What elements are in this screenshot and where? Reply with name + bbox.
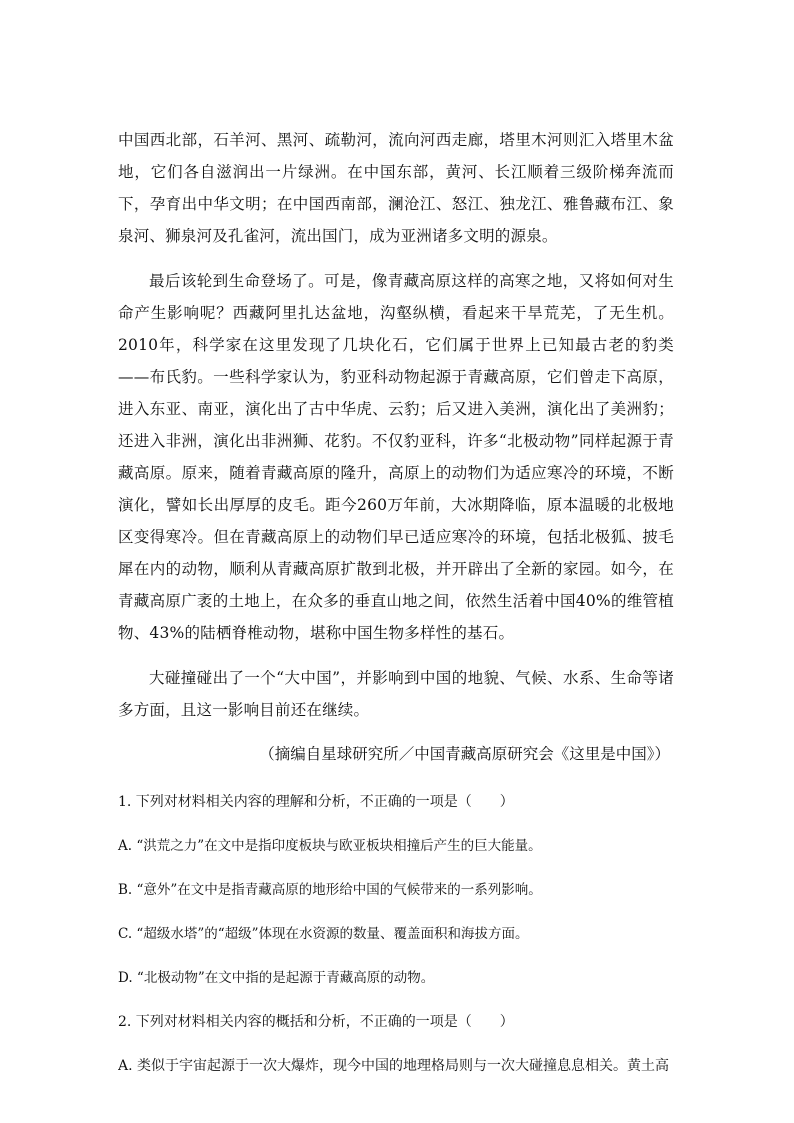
paragraph-conclusion: 大碰撞碰出了一个“大中国”，并影响到中国的地貌、气候、水系、生命等诸多方面，且这一影响目前还在继续。 — [118, 669, 674, 719]
question-1-option-b: B. “意外”在文中是指青藏高原的地形给中国的气候带来的一系列影响。 — [118, 882, 542, 898]
question-2-option-a: A. 类似于宇宙起源于一次大爆炸，现今中国的地理格局则与一次大碰撞息息相关。黄土高 — [118, 1058, 670, 1074]
question-1-option-a: A. “洪荒之力”在文中是指印度板块与欧亚板块相撞后产生的巨大能量。 — [118, 838, 542, 854]
question-2-stem: 2. 下列对材料相关内容的概括和分析，不正确的一项是（ ） — [118, 1014, 514, 1030]
question-1-option-c: C. “超级水塔”的“超级”体现在水资源的数量、覆盖面积和海拔方面。 — [118, 926, 529, 942]
paragraph-rivers: 中国西北部，石羊河、黑河、疏勒河，流向河西走廊，塔里木河则汇入塔里木盆地，它们各自滋润出一片绿洲。在中国东部，黄河、长江顺着三级阶梯奔流而下，孕育出中华文明；在中国西南部，澜沧江、怒江、独龙江、雅鲁藏布江、象泉河、狮泉河及孔雀河，流出国门，成为亚洲诸多文明的源泉。 — [118, 131, 674, 245]
question-1-option-d: D. “北极动物”在文中指的是起源于青藏高原的动物。 — [118, 970, 435, 986]
paragraph-life: 最后该轮到生命登场了。可是，像青藏高原这样的高寒之地，又将如何对生命产生影响呢？西藏阿里扎达盆地，沟壑纵横，看起来干旱荒芜，了无生机。2010年，科学家在这里发现了几块化石，它们属于世界上已知最古老的豹类——布氏豹。一些科学家认为，豹亚科动物起源于青藏高原，它们曾走下高原，进入东亚、南亚，演化出了古中华虎、云豹；后又进入美洲，演化出了美洲豹；还进入非洲，演化出非洲狮、花豹。不仅豹亚科，许多“北极动物”同样起源于青藏高原。原来，随着青藏高原的隆升，高原上的动物们为适应寒冷的环境，不断演化，譬如长出厚厚的皮毛。距今260万年前，大冰期降临，原本温暖的北极地区变得寒冷。但在青藏高原上的动物们早已适应寒冷的环境，包括北极狐、披毛犀在内的动物，顺利从青藏高原扩散到北极，并开辟出了全新的家园。如今，在青藏高原广袤的土地上，在众多的垂直山地之间，依然生活着中国40%的维管植物、43%的陆栖脊椎动物，堪称中国生物多样性的基石。 — [118, 272, 674, 642]
question-1-stem: 1. 下列对材料相关内容的理解和分析，不正确的一项是（ ） — [118, 794, 514, 810]
source-citation: （摘编自星球研究所／中国青藏高原研究会《这里是中国》） — [259, 745, 670, 763]
document-page — [118, 124, 674, 1076]
